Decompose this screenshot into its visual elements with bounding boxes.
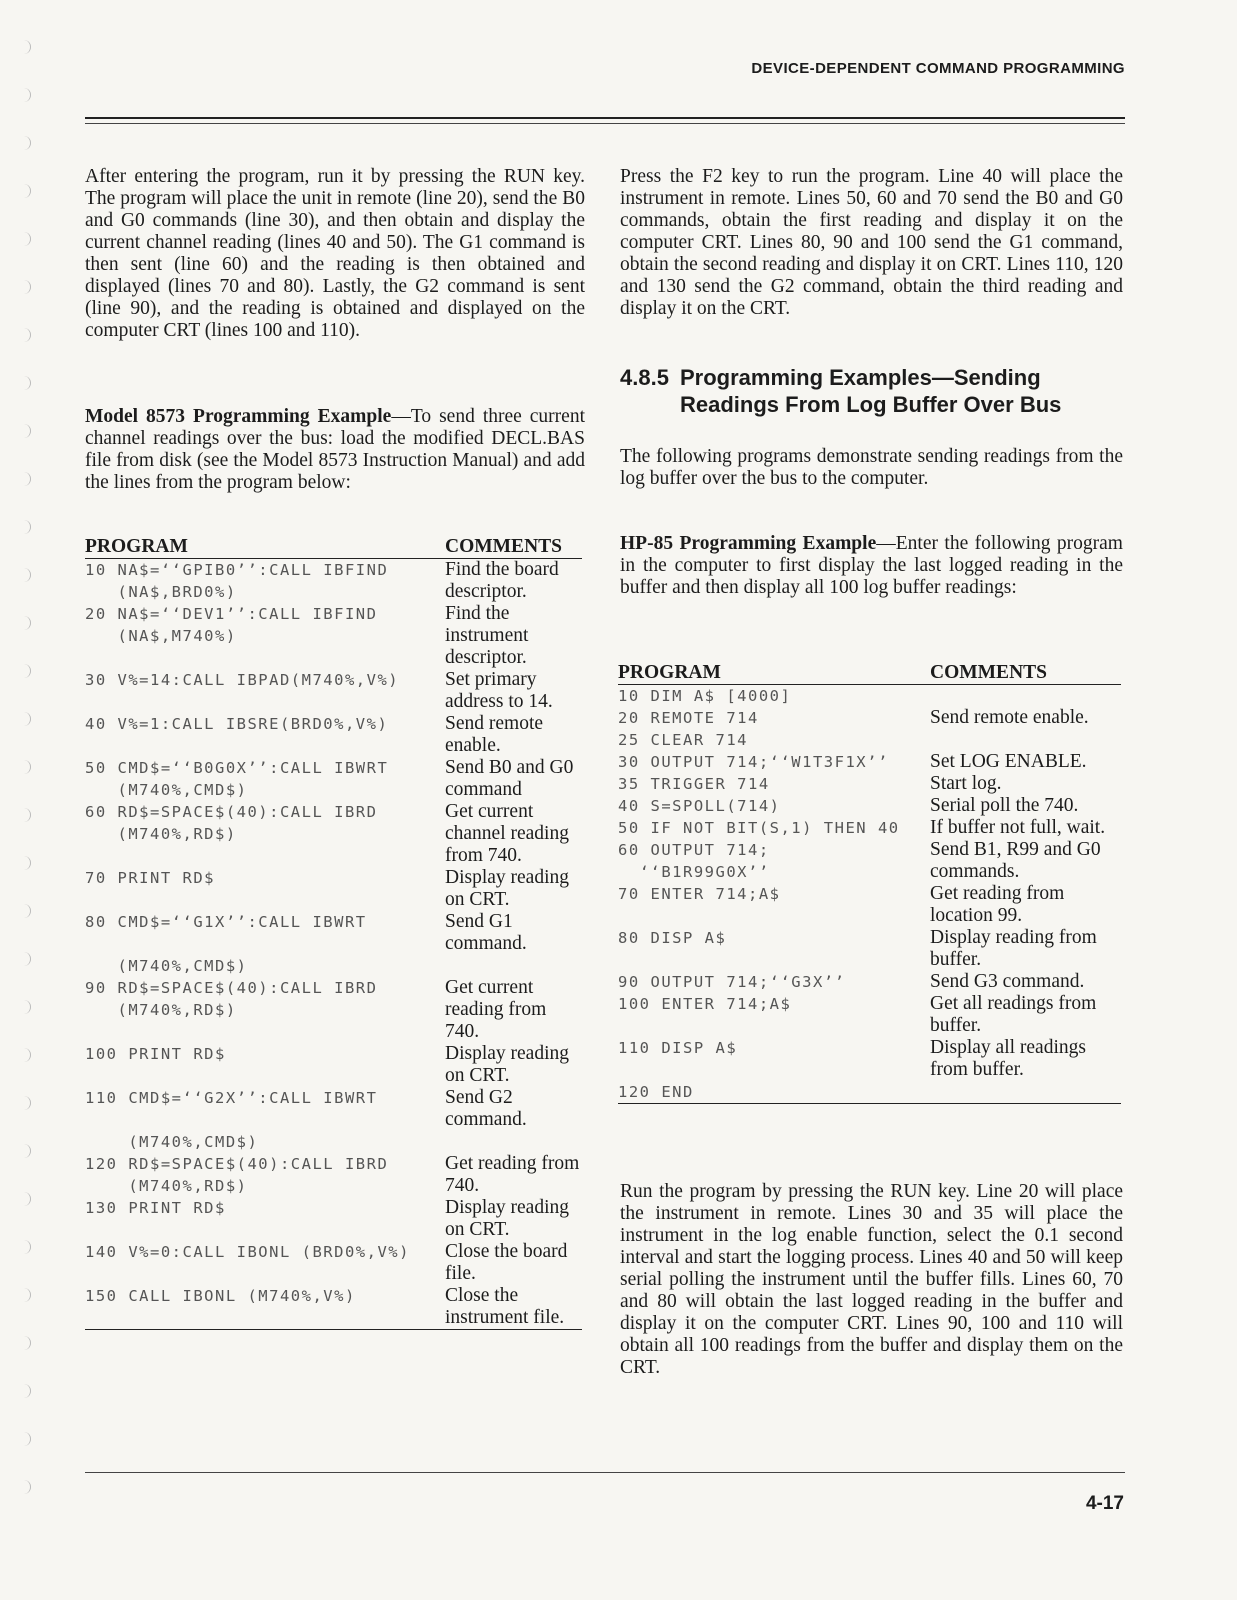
program-line: 140 V%=0:CALL IBONL (BRD0%,V%)	[85, 1243, 410, 1261]
table-row	[618, 839, 1121, 883]
binder-mark	[22, 88, 31, 102]
program-comment: Get reading from location 99.	[930, 883, 1065, 926]
page-number: 4-17	[1085, 1493, 1124, 1514]
program-comment: Serial poll the 740.	[930, 795, 1079, 816]
program-line: 100 ENTER 714;A$	[618, 995, 792, 1013]
program-comment: Send G1 command.	[445, 911, 527, 954]
program-header: PROGRAM	[618, 662, 930, 685]
binder-mark	[22, 1240, 31, 1254]
program-line: 35 TRIGGER 714	[618, 775, 770, 793]
hp85-example-title: HP-85 Programming Example	[620, 533, 877, 554]
right-paragraph-3	[620, 533, 1123, 599]
program-comment	[930, 729, 1121, 751]
running-header: DEVICE-DEPENDENT COMMAND PROGRAMMING	[751, 60, 1125, 77]
program-comment: Find the instrument descriptor.	[445, 603, 529, 668]
program-line: 10 DIM A$ [4000]	[618, 687, 792, 705]
binder-mark	[22, 1336, 31, 1350]
binder-mark	[22, 1144, 31, 1158]
program-comment: Display reading on CRT.	[445, 867, 570, 910]
binder-mark	[22, 280, 31, 294]
section-title-line-2: Readings From Log Buffer Over Bus	[680, 392, 1062, 417]
program-comment: Get reading from 740.	[445, 1153, 580, 1196]
binder-mark	[22, 1432, 31, 1446]
binder-mark	[22, 328, 31, 342]
table-row	[85, 1241, 582, 1285]
program-comment: Send G2 command.	[445, 1087, 527, 1130]
binder-mark	[22, 1480, 31, 1494]
section-heading	[620, 364, 1123, 418]
program-line: 130 PRINT RD$	[85, 1199, 226, 1217]
table-row	[618, 1081, 1121, 1104]
binder-mark	[22, 808, 31, 822]
binder-mark	[22, 424, 31, 438]
model-8573-example-text: —To send three current channel readings over the bus: load the modified DECL.BAS file from disk (see the Model 8573 Instruction Manual) and add the lines from the program below:	[85, 406, 585, 493]
program-line: 120 RD$=SPACE$(40):CALL IBRD (M740%,RD$)	[85, 1155, 389, 1195]
program-comment: Close the board file.	[445, 1241, 568, 1284]
program-comment: Get all readings from buffer.	[930, 993, 1097, 1036]
binder-mark	[22, 1288, 31, 1302]
binder-mark	[22, 376, 31, 390]
binder-mark	[22, 664, 31, 678]
program-line: 110 DISP A$	[618, 1039, 738, 1057]
hp85-example-text: —Enter the following program in the computer to first display the last logged reading in the buffer and then display all 100 log buffer readings:	[620, 533, 1123, 598]
table-row	[85, 1285, 582, 1330]
hp85-program-rows	[618, 685, 1121, 1104]
program-line: 90 RD$=SPACE$(40):CALL IBRD (M740%,RD$)	[85, 979, 378, 1019]
program-line: 50 CMD$=‘‘B0G0X’’:CALL IBWRT (M740%,CMD$)	[85, 759, 389, 799]
section-number: 4.8.5	[620, 365, 669, 390]
binder-mark	[22, 952, 31, 966]
program-comment: Display all readings from buffer.	[930, 1037, 1086, 1080]
program-line: 90 OUTPUT 714;‘‘G3X’’	[618, 973, 846, 991]
right-paragraph-2: The following programs demonstrate sending readings from the log buffer over the bus to the computer.	[620, 446, 1123, 489]
program-line: 20 REMOTE 714	[618, 709, 759, 727]
program-line: 60 RD$=SPACE$(40):CALL IBRD (M740%,RD$)	[85, 803, 378, 843]
table-row	[618, 795, 1121, 817]
binder-mark	[22, 520, 31, 534]
section-title-line-1: Programming Examples—Sending	[680, 365, 1041, 390]
binder-mark	[22, 616, 31, 630]
table-row	[85, 559, 582, 604]
binder-mark	[22, 184, 31, 198]
program-comment: Set primary address to 14.	[445, 669, 553, 712]
model-8573-program-table	[85, 536, 582, 1330]
program-line: 70 PRINT RD$	[85, 869, 215, 887]
binder-mark	[22, 1048, 31, 1062]
program-line: 30 V%=14:CALL IBPAD(M740%,V%)	[85, 671, 400, 689]
program-comment: Send G3 command.	[930, 971, 1085, 992]
program-comment: Display reading from buffer.	[930, 927, 1097, 970]
program-comment: Get current reading from 740.	[445, 977, 547, 1042]
table-row	[85, 801, 582, 867]
binder-mark	[22, 712, 31, 726]
table-row	[618, 817, 1121, 839]
program-comment: Send remote enable.	[930, 707, 1089, 728]
program-line: 25 CLEAR 714	[618, 731, 748, 749]
program-line: 60 OUTPUT 714; ‘‘B1R99G0X’’	[618, 841, 770, 881]
table-row	[85, 867, 582, 911]
binder-mark	[22, 136, 31, 150]
table-row	[618, 707, 1121, 729]
header-rule	[85, 117, 1125, 119]
table-row	[618, 971, 1121, 993]
program-comment: Send remote enable.	[445, 713, 544, 756]
model-8573-program-rows	[85, 559, 582, 1330]
binder-mark	[22, 856, 31, 870]
program-comment: Get current channel reading from 740.	[445, 801, 569, 866]
program-comment: Close the instrument file.	[445, 1285, 565, 1328]
right-paragraph-1: Press the F2 key to run the program. Line 40 will place the instrument in remote. Lines 50, 60 and 70 send the B0 and G0 commands, obtain the first reading and display it on the computer CRT. Lines 80, 90 and 100 send the G1 command, obtain the second reading and display it on CRT. Lines 110, 120 and 130 send the G2 command, obtain the third reading and display it on the CRT.	[620, 166, 1123, 319]
program-comment: Set LOG ENABLE.	[930, 751, 1087, 772]
footer-rule	[85, 1472, 1125, 1473]
table-row	[85, 1153, 582, 1197]
program-line: 40 V%=1:CALL IBSRE(BRD0%,V%)	[85, 715, 389, 733]
program-line: 150 CALL IBONL (M740%,V%)	[85, 1287, 356, 1305]
binder-mark	[22, 232, 31, 246]
binder-mark	[22, 1384, 31, 1398]
left-paragraph-1: After entering the program, run it by pressing the RUN key. The program will place the unit in remote (line 20), send the B0 and G0 commands (line 30), and then obtain and display the current channel reading (lines 40 and 50). The G1 command is then sent (line 60) and the reading is then obtained and displayed (lines 70 and 80). Lastly, the G2 command is sent (line 90), and the reading is obtained and displayed on the computer CRT (lines 100 and 110).	[85, 166, 585, 341]
program-line: 40 S=SPOLL(714)	[618, 797, 781, 815]
table-row	[85, 1043, 582, 1087]
header-rule-thin	[85, 123, 1125, 124]
table-row	[618, 1037, 1121, 1081]
table-row	[618, 685, 1121, 708]
program-line: 100 PRINT RD$	[85, 1045, 226, 1063]
program-comment: Send B0 and G0 command	[445, 757, 574, 800]
comments-header: COMMENTS	[930, 662, 1121, 685]
binder-mark	[22, 472, 31, 486]
comments-header: COMMENTS	[445, 536, 582, 559]
table-row	[618, 993, 1121, 1037]
table-row	[85, 1197, 582, 1241]
table-row	[618, 751, 1121, 773]
table-row	[85, 713, 582, 757]
table-row	[618, 883, 1121, 927]
program-header: PROGRAM	[85, 536, 445, 559]
left-paragraph-2	[85, 406, 585, 494]
program-comment: Find the board descriptor.	[445, 559, 559, 602]
program-comment: If buffer not full, wait.	[930, 817, 1106, 838]
program-line: 110 CMD$=‘‘G2X’’:CALL IBWRT (M740%,CMD$)	[85, 1089, 378, 1151]
program-comment: Display reading on CRT.	[445, 1043, 570, 1086]
binder-mark	[22, 1000, 31, 1014]
binder-mark	[22, 904, 31, 918]
model-8573-example-title: Model 8573 Programming Example	[85, 406, 392, 427]
binder-mark	[22, 40, 31, 54]
binder-holes	[22, 40, 36, 1540]
binder-mark	[22, 1192, 31, 1206]
program-line: 50 IF NOT BIT(S,1) THEN 40	[618, 819, 900, 837]
program-comment: Start log.	[930, 773, 1002, 794]
table-row	[85, 757, 582, 801]
program-comment: Display reading on CRT.	[445, 1197, 570, 1240]
table-row	[85, 669, 582, 713]
table-row	[85, 603, 582, 669]
program-line: 120 END	[618, 1083, 694, 1101]
table-row	[85, 1087, 582, 1153]
program-comment	[930, 685, 1121, 708]
program-line: 80 CMD$=‘‘G1X’’:CALL IBWRT (M740%,CMD$)	[85, 913, 367, 975]
binder-mark	[22, 568, 31, 582]
table-row	[85, 977, 582, 1043]
table-row	[618, 729, 1121, 751]
program-line: 10 NA$=‘‘GPIB0’’:CALL IBFIND (NA$,BRD0%)	[85, 561, 389, 601]
program-line: 20 NA$=‘‘DEV1’’:CALL IBFIND (NA$,M740%)	[85, 605, 378, 645]
hp85-program-table	[618, 662, 1121, 1104]
table-row	[85, 911, 582, 977]
table-row	[618, 927, 1121, 971]
program-comment	[930, 1081, 1121, 1104]
binder-mark	[22, 760, 31, 774]
right-paragraph-4: Run the program by pressing the RUN key. Line 20 will place the instrument in remote. Lines 30 and 35 will place the instrument in the log enable function, select the 0.1 second interval and start the logging process. Lines 40 and 50 will keep serial polling the instrument until the buffer fills. Lines 60, 70 and 80 will obtain the last logged reading in the buffer and display it on the computer CRT. Lines 90, 100 and 110 will obtain all 100 readings from the buffer and display them on the CRT.	[620, 1181, 1123, 1378]
table-row	[618, 773, 1121, 795]
program-line: 30 OUTPUT 714;‘‘W1T3F1X’’	[618, 753, 889, 771]
program-comment: Send B1, R99 and G0 commands.	[930, 839, 1101, 882]
binder-mark	[22, 1096, 31, 1110]
program-line: 80 DISP A$	[618, 929, 727, 947]
program-line: 70 ENTER 714;A$	[618, 885, 781, 903]
